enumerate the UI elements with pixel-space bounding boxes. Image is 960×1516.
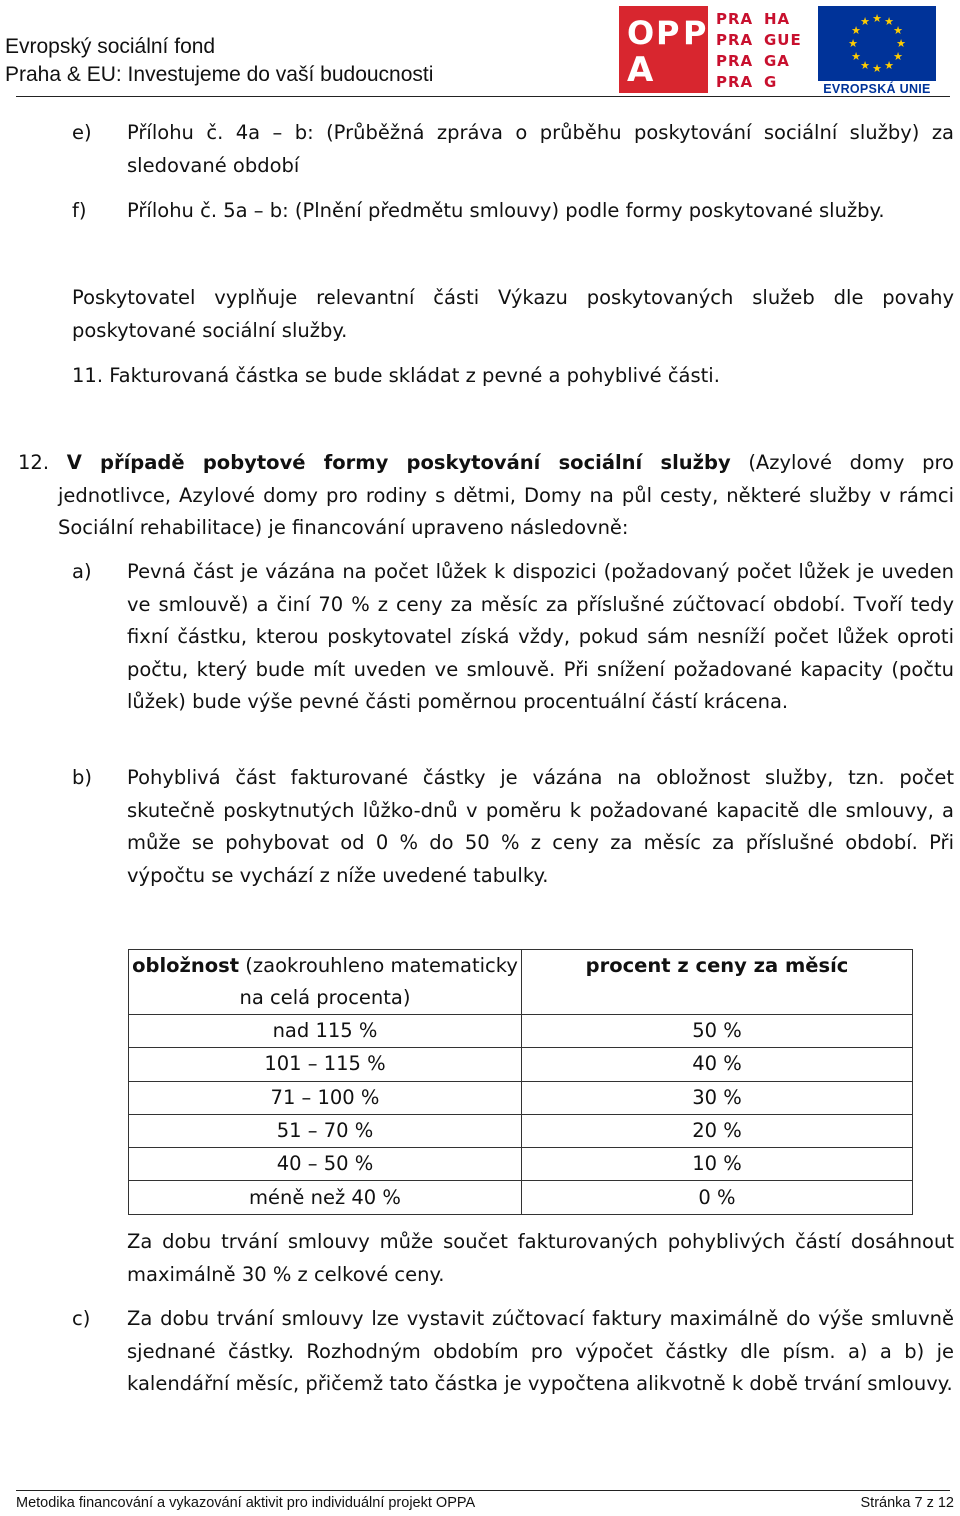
table-cell-occupancy: 101 – 115 % <box>129 1048 522 1081</box>
table-cell-percent: 50 % <box>522 1015 913 1048</box>
item-e-label: e) <box>72 121 92 144</box>
table-row <box>129 1114 913 1147</box>
opp-letter: P <box>656 14 680 52</box>
praha-logo <box>716 8 808 92</box>
eu-caption: EVROPSKÁ UNIE <box>823 82 931 96</box>
point-12-bold: V případě pobytové formy poskytování sociální služby <box>66 451 731 474</box>
table-header-row <box>129 950 913 1015</box>
point-12 <box>18 447 954 545</box>
opp-letter: A <box>627 50 654 90</box>
header-divider <box>16 96 950 97</box>
svg-text:★: ★ <box>860 15 870 28</box>
footer-document-title: Metodika financování a vykazování aktivit pro individuální projekt OPPA <box>16 1495 476 1511</box>
footer-page-number: Stránka 7 z 12 <box>860 1495 954 1511</box>
sub-a-text: Pevná část je vázána na počet lůžek k dispozici (požadovaný počet lůžek je uveden ve smlouvě) a činí 70 % z ceny za měsíc za příslušné zúčtovací období. Tvoří tedy fixní částku, kterou poskytovatel získá vždy, pokud sám nesníží počet lůžek oproti počtu, který bude mít uveden ve smlouvě. Při snížení požadované kapacity (počtu lůžek) bude výše pevné části poměrnou procentuální částí krácena. <box>127 560 954 713</box>
praha-logo-text: PRA <box>716 31 754 49</box>
svg-text:★: ★ <box>848 37 858 50</box>
svg-text:★: ★ <box>860 59 870 72</box>
table-cell-percent: 40 % <box>522 1048 913 1081</box>
table-header-occupancy: obložnost (zaokrouhleno matematicky na celá procenta) <box>129 950 522 1015</box>
table-cell-occupancy: 71 – 100 % <box>129 1081 522 1114</box>
table-row <box>129 1148 913 1181</box>
svg-text:★: ★ <box>893 24 903 37</box>
item-f-text: Přílohu č. 5a – b: (Plnění předmětu smlouvy) podle formy poskytované služby. <box>127 199 885 222</box>
table-cell-occupancy: 51 – 70 % <box>129 1114 522 1147</box>
header-slogan: Praha & EU: Investujeme do vaší budoucnosti <box>5 63 434 86</box>
sub-c-label: c) <box>72 1307 91 1330</box>
svg-text:★: ★ <box>851 50 861 63</box>
table-cell-percent: 20 % <box>522 1114 913 1147</box>
praha-logo-text: GUE <box>764 31 802 49</box>
table-cell-occupancy: 40 – 50 % <box>129 1148 522 1181</box>
table-row <box>129 1015 913 1048</box>
svg-text:★: ★ <box>896 37 906 50</box>
praha-logo-text: G <box>764 73 778 91</box>
table-row <box>129 1081 913 1114</box>
item-e-text: Přílohu č. 4a – b: (Průběžná zpráva o průběhu poskytování sociální služby) za sledované období <box>127 121 954 177</box>
svg-text:★: ★ <box>851 24 861 37</box>
opp-letter: P <box>683 14 707 52</box>
svg-text:★: ★ <box>893 50 903 63</box>
praha-logo-text: GA <box>764 52 790 70</box>
item-f-label: f) <box>72 199 87 222</box>
sub-b-label: b) <box>72 766 92 789</box>
praha-logo-text: HA <box>764 10 791 28</box>
praha-logo-text: PRA <box>716 52 754 70</box>
point-12-number: 12. <box>18 451 50 474</box>
sub-b-text: Pohyblivá část fakturované částky je vázána na obložnost služby, tzn. počet skutečně poskytnutých lůžko-dnů v poměru k požadované kapacitě dle smlouvy, a může se pohybovat od 0 % do 50 % z ceny za měsíc za příslušné období. Při výpočtu se vychází z níže uvedené tabulky. <box>127 766 954 887</box>
svg-text:★: ★ <box>884 15 894 28</box>
table-cell-percent: 30 % <box>522 1081 913 1114</box>
svg-text:★: ★ <box>872 12 882 25</box>
svg-text:★: ★ <box>872 62 882 75</box>
footer <box>16 1495 954 1511</box>
sub-a-label: a) <box>72 560 92 583</box>
table-row <box>129 1181 913 1214</box>
table-cell-percent: 0 % <box>522 1181 913 1214</box>
table-cell-percent: 10 % <box>522 1148 913 1181</box>
table-cell-occupancy: nad 115 % <box>129 1015 522 1048</box>
svg-text:★: ★ <box>884 59 894 72</box>
praha-logo-text: PRA <box>716 73 754 91</box>
eu-logo <box>818 6 936 95</box>
note-after-table: Za dobu trvání smlouvy může součet fakturovaných pohyblivých částí dosáhnout maximálně 30 % z celkové ceny. <box>127 1230 954 1286</box>
point-12-rest: (Azylové domy pro jednotlivce, Azylové domy pro rodiny s dětmi, Domy na půl cesty, některé služby v rámci Sociální rehabilitace) je financování upraveno následovně: <box>58 451 954 539</box>
header-fund-name: Evropský sociální fond <box>5 35 216 58</box>
occupancy-table <box>128 949 913 1215</box>
eu-flag-icon <box>818 6 936 81</box>
table-row <box>129 1048 913 1081</box>
provider-paragraph: Poskytovatel vyplňuje relevantní části Výkazu poskytovaných služeb dle povahy poskytované sociální služby. <box>72 286 954 342</box>
opp-letter: O <box>627 14 655 52</box>
point-11: 11. Fakturovaná částka se bude skládat z pevné a pohyblivé části. <box>72 364 720 387</box>
table-header-percent: procent z ceny za měsíc <box>522 950 913 1015</box>
opp-logo <box>619 6 708 93</box>
sub-c-text: Za dobu trvání smlouvy lze vystavit zúčtovací faktury maximálně do výše smluvně sjednané částky. Rozhodným obdobím pro výpočet částky dle písm. a) a b) je kalendářní měsíc, přičemž tato částka je vypočtena alikvotně k době trvání smlouvy. <box>127 1307 954 1395</box>
footer-divider <box>16 1490 950 1491</box>
praha-logo-text: PRA <box>716 10 754 28</box>
table-cell-occupancy: méně než 40 % <box>129 1181 522 1214</box>
